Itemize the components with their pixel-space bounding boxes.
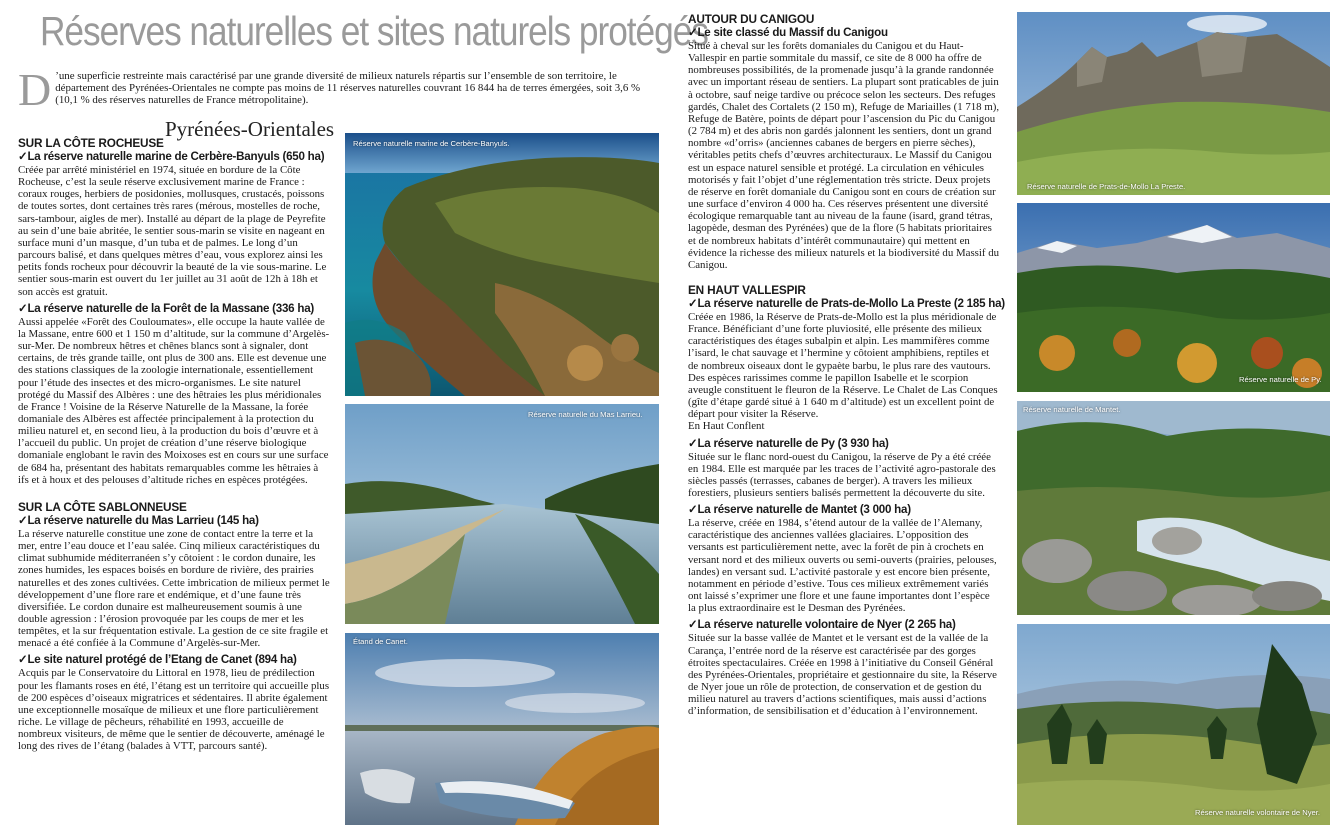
intro-paragraph xyxy=(18,64,661,115)
section-heading-cote-sablonneuse: SUR LA CÔTE SABLONNEUSE xyxy=(18,499,187,514)
photo-caption-cerbere-banyuls: Réserve naturelle marine de Cerbère-Banyuls. xyxy=(353,139,510,148)
photo-caption-etang-canet: Étand de Canet. xyxy=(353,637,408,646)
photo-py xyxy=(1017,203,1330,392)
section-heading-haut-vallespir: EN HAUT VALLESPIR xyxy=(688,282,806,297)
entry-body-mantet: La réserve, créée en 1984, s’étend autour de la vallée de l’Alemany, caractéristique des anciennes vallées glaciaires. L’opposition des versants est particulièrement nette, avec la forêt de pin à crochets en versant nord et des milieux ouverts ou semi-ouverts (prairies, pelouses, landes) en versant sud. L’activité pastorale y est encore bien présente, notamment en période d’estive. Tous ces milieux extrêmement variés ont laissé s’exprimer une flore et une faune importantes dont l’espèce la plus extraordinaire est le Desman des Pyrénées. xyxy=(688,517,997,615)
entry-body-etang-canet: Acquis par le Conservatoire du Littoral en 1978, lieu de prédilection pour les flamants roses en été, l’étang est un territoire qui accueille plus de 200 espèces d’oiseaux migratrices et sédentaires. Il abrite également une exceptionnelle mosaïque de milieux et une flore particulièrement riche. Le village de pêcheurs, réhabilité en 1993, accueille de nombreux visiteurs, de même que le sentier de découverte, aménagé le long des rives de l’étang (balades à VTT, parcours santé). xyxy=(18,667,330,753)
entry-title-py: ✓La réserve naturelle de Py (3 930 ha) xyxy=(688,436,889,450)
entry-title-cerbere-banyuls: ✓La réserve naturelle marine de Cerbère-Banyuls (650 ha) xyxy=(18,150,325,163)
region-heading: Pyrénées-Orientales xyxy=(165,117,335,141)
entry-title-prats-de-mollo: ✓La réserve naturelle de Prats-de-Mollo La Preste (2 185 ha) xyxy=(688,296,1005,310)
entry-body-massane: Aussi appelée «Forêt des Couloumates», elle occupe la haute vallée de la Massane, entre 600 et 1 150 m d’altitude, sur la commune d’Argelès-sur-Mer. De nombreux hêtres et chênes blancs sont à signaler, dont certains, de très grande taille, ont plus de 300 ans. Elle est devenue une des stations classiques de la zoologie internationale, essentiellement pour l’étude des insectes et des micro-organismes. Le site naturel protégé du Massif des Albères : une des hêtraies les plus méridionales de France ! Voisine de la Réserve Naturelle de la Massane, la forée domaniale des Albères est affectée principalement à la protection du milieu naturel et, en second lieu, à la production du bois d’œuvre et à l’accueil du public. Un projet de création d’une réserve biologique domaniale englobant le ravin des Moixoses est en cours sur une surface de 684 ha, présentant des habitats remarquables comme les hêtraies à ifs et à houx et des pelouses d’altitude riches en espèces protégées. xyxy=(18,315,330,486)
photo-mas-larrieu xyxy=(345,404,659,624)
page-title: Réserves naturelles et sites naturels protégés xyxy=(40,8,708,54)
photo-caption-mas-larrieu: Réserve naturelle du Mas Larrieu. xyxy=(528,410,643,419)
entry-body-cerbere-banyuls: Créée par arrêté ministériel en 1974, située en bordure de la Côte Rocheuse, c’est la seule réserve exclusivement marine de France : coraux rouges, herbiers de posidonies, mollusques, crustacés, poissons de toutes sortes, dont certaines très rares (mérous, mostelles de roche, sars-tambour, aigles de mer). Installé au départ de la plage de Peyrefite au sein d’une baie abritée, le sentier sous-marin se visite en nageant en surface muni d’un masque, d’un tuba et de palmes. Le long d’un parcours balisé, et dans quelques mètres d’eau, vous explorez ainsi les petits fonds rocheux pour découvrir la beauté de la vie sous-marine. Le sentier sous-marin est ouvert du 1er juillet au 31 août de 12h à 18h et son accès est gratuit. xyxy=(18,164,327,298)
entry-title-nyer: ✓La réserve naturelle volontaire de Nyer (2 265 ha) xyxy=(688,618,956,632)
section-heading-canigou: AUTOUR DU CANIGOU xyxy=(688,12,815,26)
section-heading-cote-rocheuse: SUR LA CÔTE ROCHEUSE xyxy=(18,136,164,150)
entry-body-prats-de-mollo: Créée en 1986, la Réserve de Prats-de-Mollo est la plus méridionale de France. Bénéficiant d’une forte pluviosité, elle présente des milieux caractéristiques des étages subalpin et alpin. Les mammifères comme l’isard, le chat sauvage et l’hermine y côtoient amphibiens, reptiles et de nombreux oiseaux dont le gypaète barbu, le plus rare des vautours. Des espèces rarissimes comme le papillon Isabelle et le scorpion aveugle constituent le fleuron de la Réserve. Le Chalet de Las Conques (gîte d’étape gardé situé à 1 640 m d’altitude) est un excellent point de départ pour visiter la Réserve. En Haut Conflent xyxy=(688,310,998,433)
photo-caption-prats-de-mollo: Réserve naturelle de Prats-de-Mollo La Preste. xyxy=(1027,182,1186,191)
photo-mantet xyxy=(1017,401,1330,615)
entry-title-massane: ✓La réserve naturelle de la Forêt de la Massane (336 ha) xyxy=(18,301,314,315)
entry-title-mantet: ✓La réserve naturelle de Mantet (3 000 ha) xyxy=(688,503,911,517)
intro-text: ’une superficie restreinte mais caractérisé par une grande diversité de milieux naturels répartis sur l’ensemble de son territoire, le département des Pyrénées-Orientales ne compte pas moins de 11 réserves naturelles couvrant 16 844 ha de terres émergées, soit 3,6 % (10,1 % des réserves naturelles de France métropolitaine). xyxy=(55,70,641,107)
left-column xyxy=(18,136,330,753)
photo-etang-canet xyxy=(345,633,659,825)
entry-title-mas-larrieu: ✓La réserve naturelle du Mas Larrieu (145 ha) xyxy=(18,513,259,527)
right-column xyxy=(688,12,1005,718)
entry-body-nyer: Située sur la basse vallée de Mantet et le versant est de la vallée de la Carança, l’entrée nord de la réserve est caractérisée par des gorges étroites spectaculaires. Créée en 1998 à l’initiative du Conseil Général des Pyrénées-Orientales, propriétaire et gestionnaire du site, la Réserve de Nyer joue un rôle de protection, de conservation et de gestion du milieu naturel au travers d’actions scientifiques, mais aussi d’actions d’information, de sensibilisation et d’éducation à l’environnement. xyxy=(688,632,997,718)
photo-caption-mantet: Réserve naturelle de Mantet. xyxy=(1023,405,1121,414)
entry-body-py: Située sur le flanc nord-ouest du Canigou, la réserve de Py a été créée en 1984. Elle est marquée par les traces de l’activité agro-pastorale des siècles passés (terrasses, cabanes de berger). A travers les milieux forestiers, plusieurs sentiers balisés permettent la découverte du site. xyxy=(688,450,996,499)
photo-prats-de-mollo xyxy=(1017,12,1330,195)
entry-title-massif-canigou: ✓Le site classé du Massif du Canigou xyxy=(688,26,888,39)
entry-title-etang-canet: ✓Le site naturel protégé de l’Etang de Canet (894 ha) xyxy=(18,653,297,667)
photo-nyer xyxy=(1017,624,1330,825)
entry-body-mas-larrieu: La réserve naturelle constitue une zone de contact entre la terre et la mer, entre l’eau douce et l’eau salée. Cinq milieux caractéristiques du climat subhumide méditerranéen s’y côtoient : le cordon dunaire, les zones humides, les espaces boisés en bordure de rivière, des prairies naturelles et des zones cultivées. Cette imbrication de milieux permet le développement d’une flore rare et endémique, et d’une faune très diversifiée. Le cordon dunaire est malheureusement soumis à une double agression : l’érosion provoquée par les coups de mer et les tempêtes, et la sur fréquentation estivale. La gestion de ce site fragile et menacé a été confiée à la Commune d’Argelès-sur-Mer. xyxy=(18,527,330,650)
intro-dropcap: D xyxy=(18,64,52,115)
photo-caption-py: Réserve naturelle de Py. xyxy=(1239,375,1322,384)
photo-cerbere-banyuls xyxy=(345,133,659,396)
photo-caption-nyer: Réserve naturelle volontaire de Nyer. xyxy=(1195,808,1320,817)
entry-body-massif-canigou: Situé à cheval sur les forêts domaniales du Canigou et du Haut-Vallespir en partie sommitale du massif, ce site de 8 000 ha offre de nombreuses possibilités, de la promenade jusqu’à la grande randonnée avec un important réseau de sentiers. La plupart sont praticables de juin à octobre, sauf neige tardive ou précoce selon les secteurs. Des refuges gardés, Chalet des Cortalets (2 150 m), Refuge de Mariailles (1 718 m), Refuge de Batère, points de départ pour l’ascension du Pic du Canigou (2 784 m) et des abris non gardés jalonnent les sentiers, dont un grand nombre «d’orris» (anciennes cabanes de bergers en pierre sèches), véritables petits chefs d’œuvres architecturaux. Le Massif du Canigou est un espace naturel sensible et protégé. La circulation en véhicules motorisés y fait l’objet d’une réglementation très stricte. Deux projets de réserve en forêt domaniale du Canigou sont en cours de création sur une surface d’environ 4 000 ha. Ces réserves présentent une diversité écologique remarquable tant au niveau de la faune (isard, grand tétras, lagopède, desman des Pyrénées) que de la flore (5 habitats prioritaires et de nombreux habitats d’intérêt communautaire) qui mettent en évidence la richesse des milieux naturels et la biodiversité du Massif du Canigou. xyxy=(688,40,1000,271)
